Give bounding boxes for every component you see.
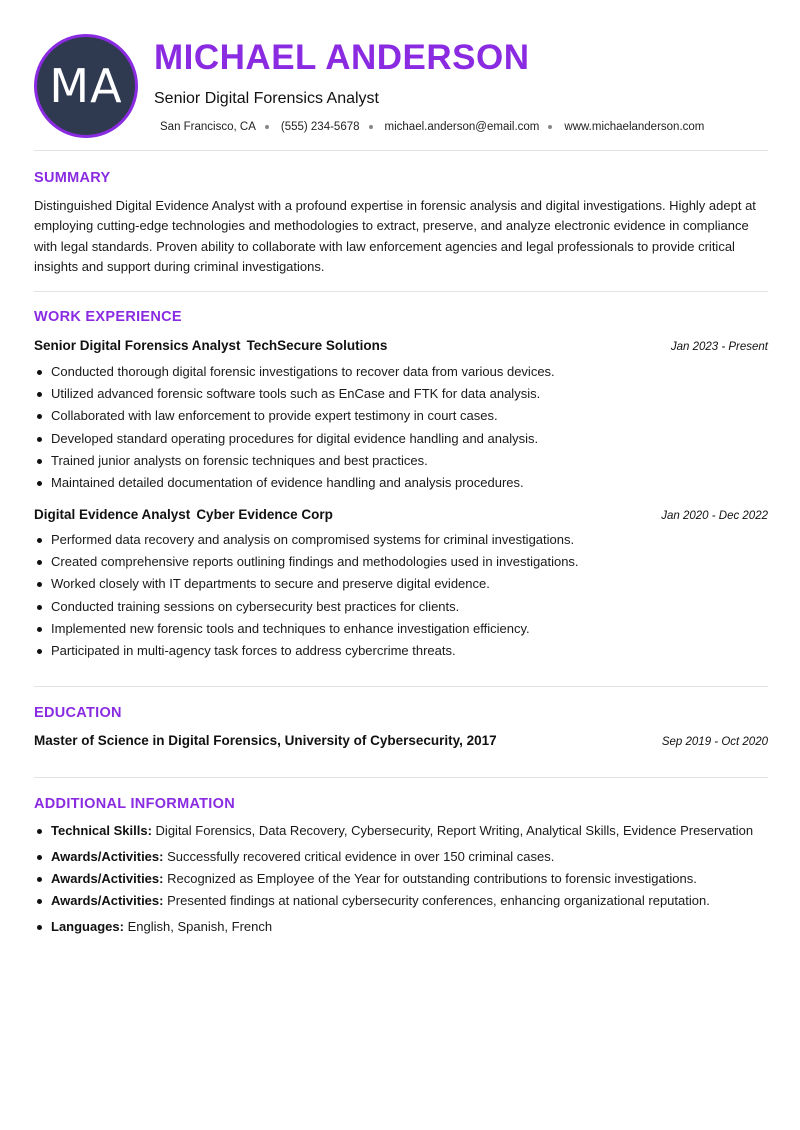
divider (34, 150, 768, 151)
list-item (34, 870, 697, 888)
job-title-line (34, 338, 387, 353)
list-item (34, 822, 753, 840)
list-item (34, 918, 272, 936)
info-label: Technical Skills: (51, 823, 152, 838)
info-value: Digital Forensics, Data Recovery, Cybersecurity, Report Writing, Analytical Skills, Evidence Preservation (155, 823, 754, 838)
job-company: TechSecure Solutions (246, 338, 388, 353)
list-item: Developed standard operating procedures for digital evidence handling and analysis. (34, 428, 768, 450)
candidate-title: Senior Digital Forensics Analyst (154, 90, 379, 107)
job-title: Senior Digital Forensics Analyst (34, 338, 241, 353)
separator-dot-icon (369, 125, 373, 129)
list-item: Utilized advanced forensic software tools such as EnCase and FTK for data analysis. (34, 383, 768, 405)
info-label: Languages: (51, 919, 124, 934)
contact-phone-text: (555) 234-5678 (280, 121, 360, 133)
divider (34, 777, 768, 778)
info-label: Awards/Activities: (51, 893, 164, 908)
separator-dot-icon (548, 125, 552, 129)
contact-bar (160, 121, 704, 133)
education-entry (34, 733, 768, 748)
job-dates: Jan 2020 - Dec 2022 (661, 510, 768, 522)
info-label: Awards/Activities: (51, 871, 164, 886)
list-item: Implemented new forensic tools and techniques to enhance investigation efficiency. (34, 618, 768, 640)
contact-website-text[interactable]: www.michaelanderson.com (564, 121, 705, 133)
info-value: Presented findings at national cybersecurity conferences, enhancing organizational reputation. (167, 893, 710, 908)
info-value: Recognized as Employee of the Year for outstanding contributions to forensic investigations. (167, 871, 697, 886)
divider (34, 686, 768, 687)
job-header (34, 338, 768, 353)
job-dates: Jan 2023 - Present (670, 341, 768, 353)
contact-location-text: San Francisco, CA (160, 121, 256, 133)
list-item: Conducted training sessions on cybersecurity best practices for clients. (34, 596, 768, 618)
avatar: MA (34, 34, 138, 138)
list-item (34, 892, 710, 910)
education-degree: Master of Science in Digital Forensics, University of Cybersecurity, 2017 (34, 733, 497, 748)
job-company: Cyber Evidence Corp (196, 507, 333, 522)
resume-header (34, 34, 768, 138)
job-title: Digital Evidence Analyst (34, 507, 191, 522)
contact-email[interactable] (385, 121, 565, 133)
list-item (34, 848, 554, 866)
list-item: Worked closely with IT departments to secure and preserve digital evidence. (34, 573, 768, 595)
contact-email-text[interactable]: michael.anderson@email.com (384, 121, 540, 133)
work-experience-heading: WORK EXPERIENCE (34, 309, 182, 325)
contact-website[interactable] (564, 121, 704, 133)
list-item: Trained junior analysts on forensic techniques and best practices. (34, 450, 768, 472)
candidate-name: MICHAEL ANDERSON (154, 38, 530, 77)
summary-text: Distinguished Digital Evidence Analyst with a profound expertise in forensic analysis and digital investigations. Highly adept at employing cutting-edge technologies and methodologies to extract, preserve, and analyze electronic evidence in compliance with legal standards. Proven ability to collaborate with law enforcement agencies and legal professionals to provide critical insights and support during criminal investigations. (34, 198, 756, 274)
contact-phone (281, 121, 385, 133)
summary-heading: SUMMARY (34, 170, 111, 186)
info-value: Successfully recovered critical evidence in over 150 criminal cases. (167, 849, 555, 864)
info-label: Awards/Activities: (51, 849, 164, 864)
additional-info-heading: ADDITIONAL INFORMATION (34, 796, 235, 812)
list-item: Participated in multi-agency task forces to address cybercrime threats. (34, 640, 768, 662)
list-item: Maintained detailed documentation of evidence handling and analysis procedures. (34, 472, 768, 494)
list-item: Conducted thorough digital forensic investigations to recover data from various devices. (34, 361, 768, 383)
job-bullets (34, 361, 768, 494)
list-item: Performed data recovery and analysis on compromised systems for criminal investigations. (34, 529, 768, 551)
education-heading: EDUCATION (34, 705, 122, 721)
job-title-line (34, 507, 333, 522)
job-header (34, 507, 768, 522)
education-dates: Sep 2019 - Oct 2020 (661, 736, 768, 748)
list-item: Created comprehensive reports outlining findings and methodologies used in investigations. (34, 551, 768, 573)
separator-dot-icon (265, 125, 269, 129)
contact-location (160, 121, 281, 133)
list-item: Collaborated with law enforcement to provide expert testimony in court cases. (34, 405, 768, 427)
job-bullets (34, 529, 768, 662)
divider (34, 291, 768, 292)
info-value: English, Spanish, French (127, 919, 273, 934)
